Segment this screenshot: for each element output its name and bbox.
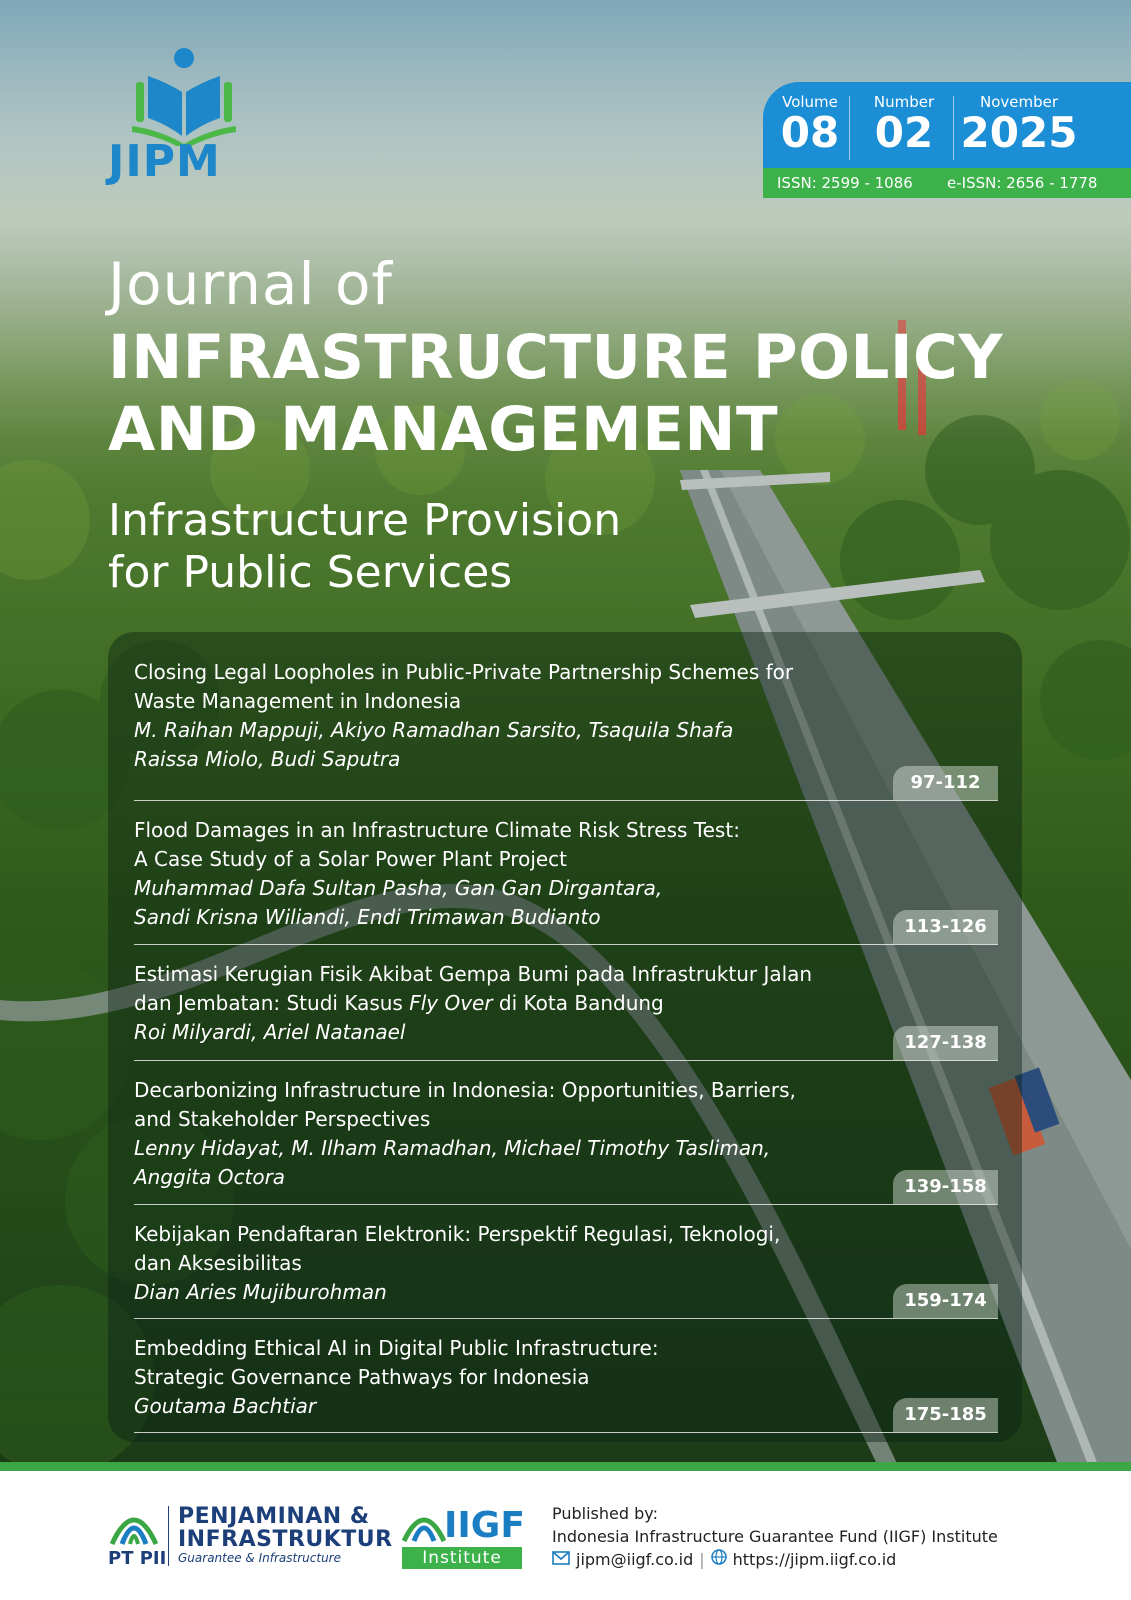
volume-label: Volume <box>782 93 838 111</box>
issue-theme-line1: Infrastructure Provision <box>108 495 622 546</box>
article-divider <box>134 944 998 945</box>
article-entry[interactable] <box>134 658 994 774</box>
article-authors: M. Raihan Mappuji, Akiyo Ramadhan Sarsito, Tsaquila Shafa <box>134 718 734 742</box>
number-label: Number <box>873 93 935 111</box>
ptpii-label: PT PII <box>108 1548 167 1569</box>
article-authors: Dian Aries Mujiburohman <box>134 1280 387 1304</box>
publisher-info <box>552 1502 998 1571</box>
ptpii-name <box>178 1505 393 1565</box>
page-range: 175-185 <box>893 1398 998 1432</box>
journal-title <box>108 322 1003 466</box>
number-value: 02 <box>874 108 934 157</box>
date-block <box>959 94 1079 156</box>
article-title-part: dan Jembatan: Studi Kasus <box>134 991 410 1015</box>
month-label: November <box>979 93 1059 111</box>
volume-value: 08 <box>780 108 840 157</box>
article-authors: Sandi Krisna Wiliandi, Endi Trimawan Budianto <box>134 905 601 929</box>
article-entry[interactable] <box>134 1220 994 1307</box>
page-range: 139-158 <box>893 1170 998 1204</box>
article-entry[interactable] <box>134 1076 994 1192</box>
article-divider <box>134 1432 998 1433</box>
article-title: and Stakeholder Perspectives <box>134 1107 431 1131</box>
article-title: A Case Study of a Solar Power Plant Project <box>134 847 568 871</box>
contact-separator: | <box>699 1550 705 1569</box>
badge-divider <box>953 96 954 160</box>
article-title <box>134 989 994 1018</box>
article-title: Estimasi Kerugian Fisik Akibat Gempa Bumi pada Infrastruktur Jalan <box>134 962 813 986</box>
ptpii-logo-icon <box>108 1502 160 1550</box>
article-entry[interactable] <box>134 816 994 932</box>
issue-badge <box>763 82 1131 198</box>
jipm-wordmark: JIPM <box>108 136 221 187</box>
footer-accent-bar <box>0 1462 1131 1471</box>
contact-row <box>552 1548 998 1571</box>
article-divider <box>134 1204 998 1205</box>
page-range: 97-112 <box>893 766 998 800</box>
journal-title-line1: INFRASTRUCTURE POLICY <box>108 322 1003 393</box>
issue-theme <box>108 495 621 599</box>
mail-icon <box>552 1548 570 1571</box>
article-divider <box>134 1060 998 1061</box>
globe-icon <box>711 1548 727 1571</box>
article-authors: Muhammad Dafa Sultan Pasha, Gan Gan Dirgantara, <box>134 876 663 900</box>
ptpii-divider <box>168 1506 169 1566</box>
journal-title-line2: AND MANAGEMENT <box>108 394 779 465</box>
issue-theme-line2: for Public Services <box>108 547 513 598</box>
article-title: Strategic Governance Pathways for Indonesia <box>134 1365 590 1389</box>
published-by-label: Published by: <box>552 1504 658 1523</box>
number-block <box>859 94 949 156</box>
page-range: 127-138 <box>893 1026 998 1060</box>
page-range: 113-126 <box>893 910 998 944</box>
iigf-institute-label: Institute <box>402 1547 522 1569</box>
article-authors: Anggita Octora <box>134 1165 286 1189</box>
article-divider <box>134 1318 998 1319</box>
year-value: 2025 <box>960 108 1078 157</box>
eissn-text: e-ISSN: 2656 - 1778 <box>947 174 1098 192</box>
article-title: Decarbonizing Infrastructure in Indonesia: Opportunities, Barriers, <box>134 1078 796 1102</box>
iigf-name: IIGF <box>444 1505 525 1546</box>
article-title: Flood Damages in an Infrastructure Climate Risk Stress Test: <box>134 818 740 842</box>
article-title: Embedding Ethical AI in Digital Public Infrastructure: <box>134 1336 659 1360</box>
article-title-part: di Kota Bandung <box>492 991 664 1015</box>
email-link[interactable]: jipm@iigf.co.id <box>576 1550 694 1569</box>
iigf-logo-icon <box>402 1503 446 1547</box>
ptpii-name-line1: PENJAMINAN & <box>178 1504 370 1529</box>
article-title-italic: Fly Over <box>409 991 493 1015</box>
badge-divider <box>849 96 850 160</box>
volume-block <box>775 94 845 156</box>
article-title: Closing Legal Loopholes in Public-Private Partnership Schemes for <box>134 660 794 684</box>
page-range: 159-174 <box>893 1284 998 1318</box>
publisher-name: Indonesia Infrastructure Guarantee Fund (IIGF) Institute <box>552 1527 998 1546</box>
article-authors: Roi Milyardi, Ariel Natanael <box>134 1020 406 1044</box>
journal-prefix: Journal of <box>108 250 393 318</box>
article-entry[interactable] <box>134 1334 994 1421</box>
article-title: Kebijakan Pendaftaran Elektronik: Perspektif Regulasi, Teknologi, <box>134 1222 781 1246</box>
article-entry[interactable] <box>134 960 994 1047</box>
article-authors: Lenny Hidayat, M. Ilham Ramadhan, Michael Timothy Tasliman, <box>134 1136 771 1160</box>
ptpii-name-line2: INFRASTRUKTUR <box>178 1527 393 1552</box>
article-divider <box>134 800 998 801</box>
article-authors: Raissa Miolo, Budi Saputra <box>134 747 401 771</box>
article-title: Waste Management in Indonesia <box>134 689 462 713</box>
issn-text: ISSN: 2599 - 1086 <box>777 174 913 192</box>
article-title: dan Aksesibilitas <box>134 1251 302 1275</box>
article-authors: Goutama Bachtiar <box>134 1394 317 1418</box>
website-link[interactable]: https://jipm.iigf.co.id <box>732 1550 897 1569</box>
ptpii-tagline: Guarantee & Infrastructure <box>178 1551 341 1565</box>
